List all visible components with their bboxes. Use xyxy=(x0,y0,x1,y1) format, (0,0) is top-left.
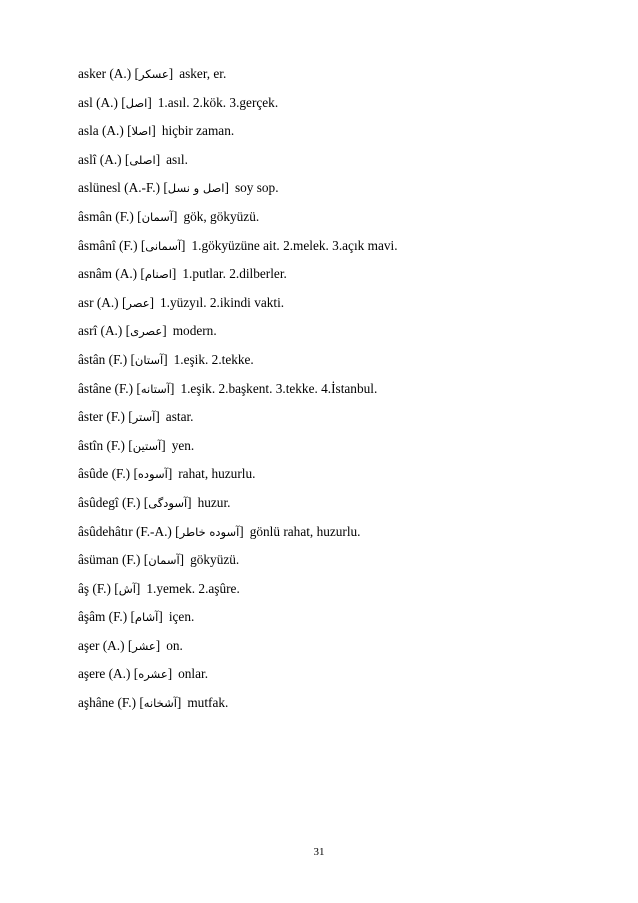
entry-headword: aşere (A.) xyxy=(78,666,131,682)
dictionary-entry: âsûde (F.) [آسوده] rahat, huzurlu. xyxy=(78,466,256,482)
dictionary-entry: asrî (A.) [عصرى] modern. xyxy=(78,323,217,339)
entry-arabic-script: آسوده خاطر xyxy=(179,524,240,539)
entry-arabic-script: عصر xyxy=(126,295,150,310)
entry-headword: asla (A.) xyxy=(78,123,124,139)
dictionary-entry: asr (A.) [عصر] 1.yüzyıl. 2.ikindi vakti. xyxy=(78,294,285,310)
entry-definition: gönlü rahat, huzurlu. xyxy=(249,523,361,539)
entry-arabic-script: آسودگى xyxy=(148,495,188,510)
entry-arabic-script: عسكر xyxy=(138,67,169,81)
entry-list xyxy=(78,60,578,718)
entry-arabic-script: عصرى xyxy=(130,324,163,339)
entry-arabic-script: آش xyxy=(118,581,136,596)
dictionary-entry: âş (F.) [آش] 1.yemek. 2.aşûre. xyxy=(78,580,240,596)
entry-headword: âstâne (F.) xyxy=(78,380,134,396)
entry-arabic-script: اصلا xyxy=(131,124,152,139)
entry-definition: modern. xyxy=(172,323,217,339)
dictionary-entry: asla (A.) [اصلا] hiçbir zaman. xyxy=(78,123,235,139)
entry-headword: asl (A.) xyxy=(78,94,118,110)
dictionary-entry: aşhâne (F.) [آشخانه] mutfak. xyxy=(78,695,229,711)
entry-arabic-script: آستين xyxy=(132,438,162,453)
entry-arabic-script: اصنام xyxy=(144,267,172,282)
dictionary-entry: âsûdegî (F.) [آسودگى] huzur. xyxy=(78,494,231,510)
entry-arabic-script: آستر xyxy=(132,410,156,425)
entry-definition: asıl. xyxy=(166,151,188,167)
dictionary-entry: âsûdehâtır (F.-A.) [آسوده خاطر] gönlü rahat, huzurlu. xyxy=(78,523,361,539)
entry-definition: mutfak. xyxy=(187,695,229,711)
entry-arabic-script: اصل xyxy=(125,95,148,110)
dictionary-entry: âstîn (F.) [آستين] yen. xyxy=(78,437,195,453)
entry-arabic-script: اصل و نسل xyxy=(167,181,225,196)
entry-headword: asr (A.) xyxy=(78,294,119,310)
entry-definition: huzur. xyxy=(197,494,231,510)
entry-arabic-script: آشخانه xyxy=(143,696,177,711)
entry-headword: aslünesl (A.-F.) xyxy=(78,180,161,196)
entry-headword: âstân (F.) xyxy=(78,351,128,367)
entry-definition: onlar. xyxy=(178,666,209,682)
entry-arabic-script: آستان xyxy=(134,352,164,367)
dictionary-entry: aslî (A.) [اصلى] asıl. xyxy=(78,151,188,167)
entry-arabic-script: آسوده xyxy=(137,467,168,482)
dictionary-entry: aşer (A.) [عشر] on. xyxy=(78,637,183,653)
entry-headword: aşer (A.) xyxy=(78,637,125,653)
entry-definition: 1.yüzyıl. 2.ikindi vakti. xyxy=(160,294,285,310)
entry-headword: âsûdegî (F.) xyxy=(78,494,141,510)
dictionary-entry: âsmân (F.) [آسمان] gök, gökyüzü. xyxy=(78,208,260,224)
entry-definition: 1.yemek. 2.aşûre. xyxy=(146,580,240,596)
entry-arabic-script: اصلى xyxy=(129,152,156,167)
entry-headword: âş (F.) xyxy=(78,580,111,596)
entry-definition: rahat, huzurlu. xyxy=(178,466,256,482)
entry-definition: 1.eşik. 2.tekke. xyxy=(173,351,254,367)
entry-arabic-script: عشر xyxy=(132,638,156,653)
entry-definition: asker, er. xyxy=(179,66,227,81)
entry-arabic-script: آسمان xyxy=(148,553,180,568)
dictionary-entry: âsüman (F.) [آسمان] gökyüzü. xyxy=(78,552,240,568)
dictionary-entry: âstân (F.) [آستان] 1.eşik. 2.tekke. xyxy=(78,351,254,367)
entry-definition: 1.eşik. 2.başkent. 3.tekke. 4.İstanbul. xyxy=(180,380,378,396)
entry-arabic-script: آستانه xyxy=(140,381,170,396)
dictionary-entry: asl (A.) [اصل] 1.asıl. 2.kök. 3.gerçek. xyxy=(78,94,279,110)
dictionary-entry: âstâne (F.) [آستانه] 1.eşik. 2.başkent. 3.tekke. 4.İstanbul. xyxy=(78,380,378,396)
entry-headword: âsûdehâtır (F.-A.) xyxy=(78,523,172,539)
entry-headword: asrî (A.) xyxy=(78,323,123,339)
entry-arabic-script: آسمان xyxy=(141,209,174,224)
entry-headword: aslî (A.) xyxy=(78,151,122,167)
entry-headword: âster (F.) xyxy=(78,409,125,425)
entry-definition: hiçbir zaman. xyxy=(161,123,235,139)
entry-headword: asker (A.) xyxy=(78,66,132,81)
dictionary-entry: asker (A.) [عسكر] asker, er. xyxy=(78,66,227,81)
entry-definition: yen. xyxy=(171,437,195,453)
entry-headword: âsüman (F.) xyxy=(78,552,141,568)
page-number: 31 xyxy=(313,846,325,858)
dictionary-entry: aslünesl (A.-F.) [اصل و نسل] soy sop. xyxy=(78,180,279,196)
entry-arabic-script: آسمانى xyxy=(145,238,182,253)
entry-headword: âsmânî (F.) xyxy=(78,237,138,253)
entry-headword: aşhâne (F.) xyxy=(78,695,137,711)
dictionary-entry: âsmânî (F.) [آسمانى] 1.gökyüzüne ait. 2.melek. 3.açık mavi. xyxy=(78,237,398,253)
entry-definition: astar. xyxy=(165,409,194,425)
entry-headword: âsûde (F.) xyxy=(78,466,131,482)
entry-arabic-script: آشام xyxy=(134,610,159,625)
dictionary-entry: âster (F.) [آستر] astar. xyxy=(78,409,194,425)
entry-arabic-script: عشره xyxy=(138,667,168,682)
entry-definition: on. xyxy=(166,637,183,653)
entry-definition: gök, gökyüzü. xyxy=(183,208,260,224)
entry-headword: âstîn (F.) xyxy=(78,437,125,453)
dictionary-entry: aşere (A.) [عشره] onlar. xyxy=(78,666,209,682)
entry-headword: âşâm (F.) xyxy=(78,609,128,625)
dictionary-entry: âşâm (F.) [آشام] içen. xyxy=(78,609,195,625)
entry-definition: 1.asıl. 2.kök. 3.gerçek. xyxy=(157,94,279,110)
entry-headword: âsmân (F.) xyxy=(78,208,134,224)
entry-definition: soy sop. xyxy=(234,180,279,196)
entry-headword: asnâm (A.) xyxy=(78,266,138,282)
entry-definition: 1.putlar. 2.dilberler. xyxy=(182,266,287,282)
entry-definition: 1.gökyüzüne ait. 2.melek. 3.açık mavi. xyxy=(191,237,398,253)
entry-definition: içen. xyxy=(168,609,195,625)
dictionary-entry: asnâm (A.) [اصنام] 1.putlar. 2.dilberler. xyxy=(78,266,287,282)
entry-definition: gökyüzü. xyxy=(190,552,240,568)
